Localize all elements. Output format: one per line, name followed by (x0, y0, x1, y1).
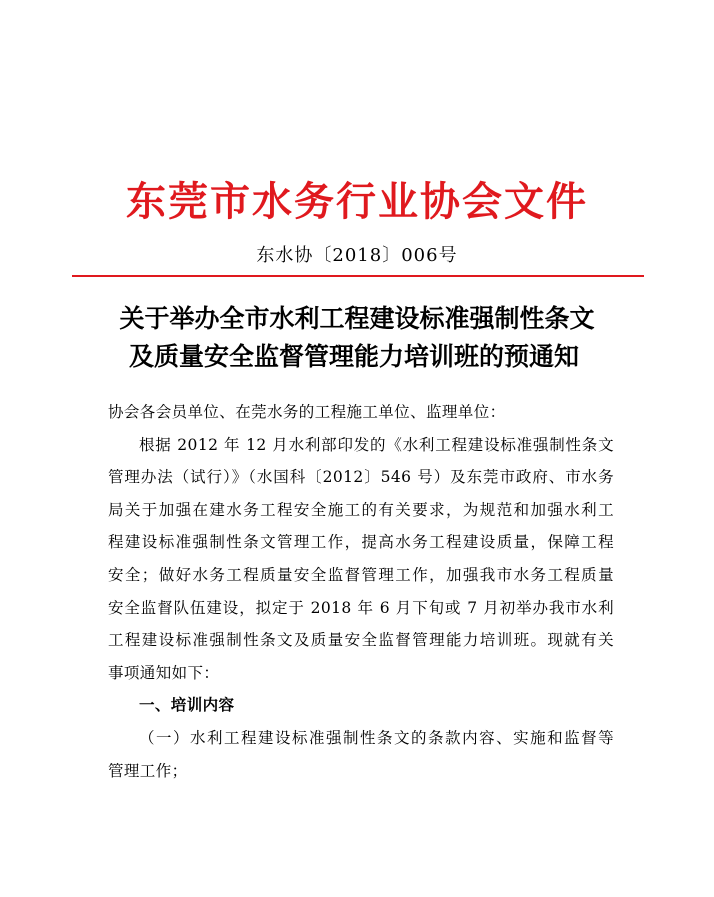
document-number: 东水协〔2018〕006号 (256, 245, 458, 266)
paragraph-line: 管理办法（试行）》（水国科〔2012〕546 号）及东莞市政府、市水务 (108, 468, 614, 487)
body-text (108, 396, 614, 787)
salutation: 协会各会员单位、在莞水务的工程施工单位、监理单位： (108, 403, 506, 421)
item-line: （一）水利工程建设标准强制性条文的条款内容、实施和监督等 (139, 728, 614, 747)
notice-title-line-1: 关于举办全市水利工程建设标准强制性条文 (119, 304, 595, 333)
paragraph-line: 根据 2012 年 12 月水利部印发的《水利工程建设标准强制性条文 (139, 435, 614, 454)
org-header-title: 东莞市水务行业协会文件 (126, 179, 588, 225)
paragraph-line: 局关于加强在建水务工程安全施工的有关要求，为规范和加强水利工 (108, 500, 614, 519)
section-1-heading: 一、培训内容 (139, 696, 235, 715)
paragraph-line: 事项通知如下： (108, 663, 220, 682)
notice-title-line-2: 及质量安全监督管理能力培训班的预通知 (128, 342, 579, 371)
paragraph-line: 安全；做好水务工程质量安全监督管理工作，加强我市水务工程质量 (108, 565, 614, 584)
item-1 (108, 722, 614, 787)
notice-title (0, 300, 714, 376)
red-divider-line (72, 275, 644, 277)
paragraph-line: 安全监督队伍建设，拟定于 2018 年 6 月下旬或 7 月初举办我市水利 (108, 598, 614, 617)
paragraph-line: 工程建设标准强制性条文及质量安全监督管理能力培训班。现就有关 (108, 631, 614, 650)
paragraph-line: 程建设标准强制性条文管理工作，提高水务工程建设质量，保障工程 (108, 533, 614, 552)
item-line: 管理工作； (108, 761, 188, 780)
paragraph-1 (108, 429, 614, 690)
